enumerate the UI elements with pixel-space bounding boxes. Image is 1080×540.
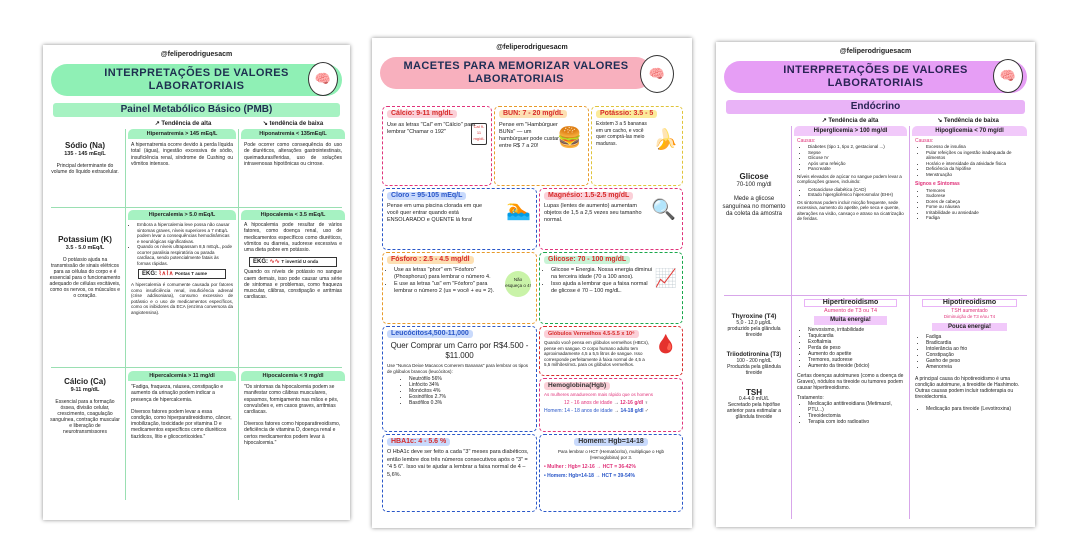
sodium-label: Sódio (Na) 135 - 145 mEq/L Principal determinante do volume do líquido extracelular.	[51, 141, 119, 175]
fosforo-box: Fósforo : 2.5 - 4.5 mg/dl • Use as letras "phor" em "Fósforo" (Phosphorus) para lembrar o número 4. • E use as letras "us" em "Fósforo" para lembrar o número 2 (us = você + eu = 2). Não esqueça o 4!	[382, 252, 537, 324]
hyponatremia: Hiponatremia < 135mEq/L Pode ocorrer como consequência do uso de diuréticos, alterações gastrointestinais, queimaduras/feridas, uso de soluções intravenosas hipotônicas ou cirrose.	[241, 129, 345, 205]
hematocrito-box: Homem: Hgb=14-18 Para lembrar o HCT (Hematócrito), multiplique o Hgb (Hemoglobina) por 3. • Mulher : Hgb= 12-16 → HCT = 36-42% • Homem: Hgb=14-18 → HCT = 39-54%	[539, 434, 683, 512]
section-title: Painel Metabólico Básico (PMB)	[53, 103, 340, 117]
page-title: MACETES PARA MEMORIZAR VALORES LABORATORIAIS	[380, 57, 652, 89]
page-metabolic-panel	[43, 45, 350, 520]
page-endocrine	[716, 42, 1035, 527]
potassio-box: Potássio: 3.5 - 5 Existem 3 a 5 bananas em um cacho, e você quer comprá-las meio maduras. 🍌	[591, 106, 683, 186]
calcium-label: Cálcio (Ca) 9-11 mg/dL Essencial para a formação óssea, divisão celular, crescimento, coagulação sanguínea, contração muscular e liberação de neurotransmissores	[50, 377, 120, 435]
potassium-label: Potassium (K) 3.5 - 5.0 mEq/L O potássio ajuda na transmissão de sinais elétricos para as células do corpo e é essencial para o funcionamento adequado de células excitáveis, como os nervos, os músculos e o coração.	[49, 235, 121, 299]
brain-icon: 🧠	[640, 55, 674, 93]
leuco-item: • Basófilos 0.3%	[409, 400, 532, 406]
page-mnemonics	[372, 38, 692, 528]
leucocitos-box: Leucócitos4,500-11,000 Quer Comprar um Carro por R$4.500 - $11.000 Use "Nunca Deixe Macacos Comerem Bananas" para lembrar os tipos de glóbulos brancos (leucócitos): • Neutrófilo 56% • Linfócito 34% • Monócitos 4% • Eosinófilos 2.7% • Basófilos 0.3%	[382, 326, 537, 432]
hypercalcemia: Hipercalcemia > 11 mg/dl "Fadiga, fraqueza, náusea, constipação e aumento da urinação podem indicar a presença de hipercalcemia. Diversos fatores podem levar a essa condição, como hiperparatireoidismo, câncer, imobilização, toxicidade por vitamina D e medicamentos específicos como diuréticos tiazídicos, lítio e glicocorticoides."	[128, 371, 236, 511]
hyperglycemia: Hiperglicemia > 100 mg/dl Causas: • Diabetes (tipo 1, tipo 2, gestacional ...) • Sepse • Glicose IV • Após uma refeição • Pancreatite Níveis elevados de açúcar no sangue podem levar a complicações graves, incluindo: • Cetoacidose diabética (CAD) • Estado hiperglicêmico hiperosmolar (EHH) Os sintomas podem incluir micção frequente, sede excessiva, aumento do apetite, pele seca e quente, alterações na visão, cansaço e atraso na cicatrização de feridas.	[794, 126, 907, 293]
leuco-item: • Monócitos 4%	[409, 388, 532, 394]
phone-icon: Cal 9-11 mg/dL	[471, 123, 487, 145]
hba1c-box: HBA1c: 4 - 5.6 % O HbA1c deve ser feito a cada "3" meses para diabéticos, então lembre dos três números consecutivos após o "3" = "4 5 6". Isso vai te ajudar a lembrar a faixa normal de 4 – 5,6%.	[382, 434, 537, 512]
cloro-box: Cloro = 95-105 mEq/L Pense em uma piscina clorada em que você quer entrar quando está ENSOLARADO e QUENTE lá fora! 🏊	[382, 188, 537, 250]
thyroid-label: Thyroxine (T4) 5,0 - 12,0 µg/dL produzido pela glândula tireoide Triiodotironina (T3) 100 - 200 ng/dL Produzida pela glândula tireoide TSH 0.4-4.0 mIU/L Secretado pela hipófise anterior para estimular a glândula tireoide	[726, 313, 782, 420]
ekg-high: EKG: ⌇∧⌇∧ Pontas T aume	[138, 269, 226, 279]
blood-cells-icon: 🩸	[654, 334, 677, 354]
trend-low-label: ↘ Tendência de baixa	[937, 118, 999, 124]
trend-low-label: ↘ tendência de baixa	[262, 121, 324, 127]
hypoglycemia: Hipoglicemia < 70 mg/dl Causas: • Excesso de insulina • Pular refeições ou ingestão inadequada de alimentos • Horário e intensidade da atividade física • Deficiência da hipófise • Menstruação Signos e Síntomas • Tremores • Sudorese • Dores de cabeça • Fome ou náusea • Irritabilidade ou ansiedade • Fadiga	[912, 126, 1027, 293]
author-handle: @felipe​rodriguesacm	[160, 51, 233, 58]
trend-high-label: ↗ Tendência de alta	[154, 121, 212, 127]
page-title: INTERPRETAÇÕES DE VALORES LABORATORIAIS	[724, 61, 1027, 93]
leuco-item: • Eosinófilos 2.7%	[409, 394, 532, 400]
author-handle: @felipe​rodriguesacm	[839, 48, 912, 55]
hypokalemia: Hipocalemia < 3.5 mEq/L A hipocalemia pode resultar de vários fatores, como doença renal, uso de medicamentos específicos como diuréticos, vômitos ou diarreia, sudorese excessiva e uma dieta pobre em potássio. EKG: ∿∿ T invertid U onda Quando os níveis de potássio no sangue caem demais, isso pode causar uma série de sintomas e problemas, como fraqueza muscular, cãibras, constipação e arritmias cardíacas.	[241, 210, 345, 365]
magnesio-box: Magnésio: 1.5-2.5 mg/dL Lupas (lentes de aumento) aumentam objetos de 1,5 a 2,5 vezes seu tamanho normal. 🔍	[539, 188, 683, 250]
leuco-item: • Linfócito 34%	[409, 382, 532, 388]
hypothyroidism: Hipotireoidismo TSH aumentado Diminuição de T3 e/ou T4 Pouca energia! • Fadiga • Bradicardia • Intolerância ao frio • Constipação • Ganho de peso • Amenorreia A principal causa do hipotireoidismo é uma condição autoimune, a tireoidite de Hashimoto. Outras causas podem incluir radioterapia ou tireoidectomia. • Medicação para tireoide (Levotiroxina)	[912, 298, 1027, 520]
ekg-low: EKG: ∿∿ T invertid U onda	[249, 257, 337, 267]
hemoglobina-box: Hemoglobina(Hgb) As mulheres amadurecem mais rápido que os homens 12 - 16 anos de idade → 12-16 g/dl ♀ Homem: 14 - 18 anos de idade → 14-18 g/dl ♂	[539, 378, 683, 432]
hypernatremia: Hipernatremia > 145 mEq/L A hipernatremia ocorre devido à perda líquida total (água), ingestão excessiva de sódio, insuficiência renal, síndrome de Cushing ou vômitos intensos.	[128, 129, 236, 205]
burger-icon: 🍔	[557, 127, 582, 149]
reminder-badge: Não esqueça o 4!	[505, 271, 531, 297]
calcio-box: Cálcio: 9-11 mg/dL Use as letras "Cal" em "Cálcio" para lembrar "Chamar o 192" Cal 9-11 mg/dL	[382, 106, 492, 186]
chart-icon: 📈	[654, 268, 677, 288]
page-title: INTERPRETAÇÕES DE VALORES LABORATORIAIS	[51, 64, 342, 96]
glicose-box: Glicose: 70 - 100 mg/dL • Glicose = Energia. Nossa energia diminui na terceira idade (70 a 100 anos). • Isso ajuda a lembrar que a faixa normal de glicose é 70 – 100 mg/dL. 📈	[539, 252, 683, 324]
glicose-label: Glicose 70-100 mg/dl Mede a glicose sanguínea no momento da coleta da amostra	[722, 172, 786, 217]
hyperkalemia: Hipercalemia > 5.0 mEq/L • Embora a hipercalemia leve possa não causar sintomas graves, níveis superiores a 7 mEq/L podem levar a consequências hemodinâmicas e neurológicas significativas. • Quando os níveis ultrapassam 8,5 mEq/L, pode ocorrer paralisia respiratória ou parada cardíaca, sendo potencialmente fatais às formas rápidas. EKG: ⌇∧⌇∧ Pontas T aume A hipercalemia é comumente causada por fatores como insuficiência renal, insuficiência adrenal (crise addisoniana), consumo excessivo de potássio e o uso de medicamentos específicos, como os inibidores da ECA (enzima conversora da angiotensina).	[128, 210, 236, 365]
author-handle: @felipe​rodriguesacm	[496, 44, 568, 51]
hypocalcemia: Hipocalcemia < 9 mg/dl "Os sintomas da hipocalcemia podem se manifestar como cãibras musculares, espasmos, formigamento nas mãos e pés, convulsões e, em casos graves, arritmias cardíacas. Diversos fatores como hipoparatireoidismo, deficiência de vitamina D, doença renal e certos medicamentos podem levar à hipocalcemia."	[241, 371, 345, 511]
trend-high-label: ↗ Tendência de alta	[821, 118, 879, 124]
brain-icon: 🧠	[308, 62, 338, 96]
pool-icon: 🏊	[506, 199, 531, 221]
hyperthyroidism: Hipertireoidismo Aumento de T3 ou T4 Muita energia! • Nervosismo, irritabilidade • Taquicardia • Exoftalmia • Perda de peso • Aumento do apetite • Tremores, sudorese • Aumento da tireoide (bócio) Certas doenças autoimunes (como a doença de Graves), nódulos na tireoide ou tumores podem causar hipertireoidismo. Tratamento: • Medicação antitireoidiana (Metimazol, PTU...) • Tireoidectomia • Terapia com iodo radioativo	[794, 298, 907, 520]
magnifier-icon: 🔍	[651, 199, 676, 221]
leuco-item: • Neutrófilo 56%	[409, 376, 532, 382]
globulos-box: Glóbulos Vermelhos 4.5-5.5 x 10⁶ Quando você pensa em glóbulos vermelhos (HBCs), pense em sangue. O corpo humano adulto tem aproximadamente 4,5 a 5,5 litros de sangue. Isso corresponde perfeitamente à faixa normal de 4,5 a 5,5 milhões/mcL para os glóbulos vermelhos. 🩸	[539, 326, 683, 376]
section-title: Endócrino	[726, 100, 1025, 114]
brain-icon: 🧠	[993, 59, 1023, 93]
bun-box: BUN: 7 - 20 mg/dL Pense em "Hambúrguer BUNs" — um hambúrguer pode custar entre R$ 7 a 20! 🍔	[494, 106, 589, 186]
banana-icon: 🍌	[653, 129, 678, 151]
